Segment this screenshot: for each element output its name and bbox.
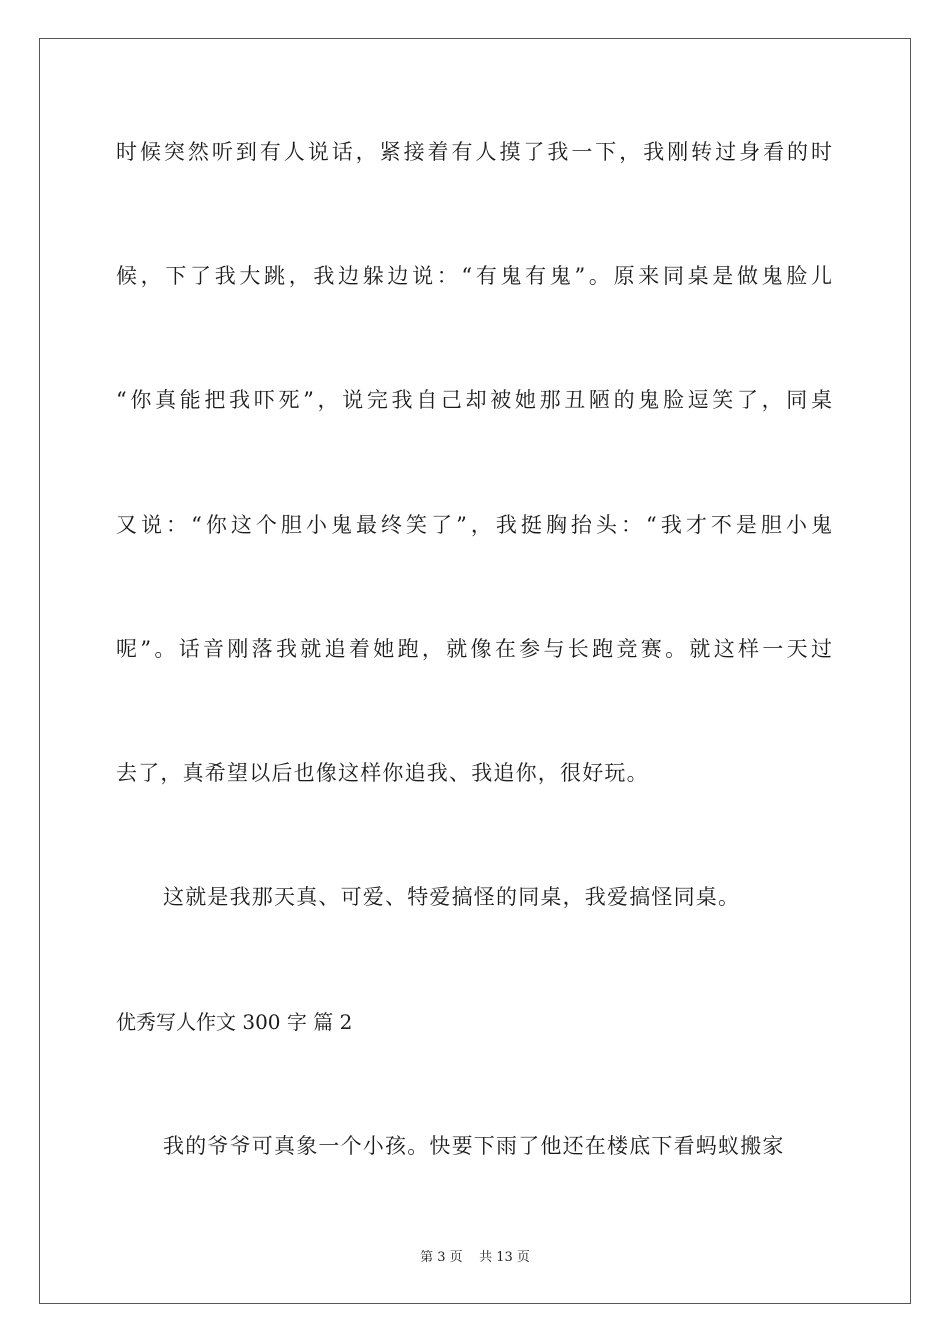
page-number-label: 第 3 页 共 13 页 [420,1250,530,1265]
text-line-3: “你真能把我吓死”，说完我自己却被她那丑陋的鬼脸逗笑了，同桌 [116,388,832,412]
text-line-4: 又说：“你这个胆小鬼最终笑了”，我挺胸抬头：“我才不是胆小鬼 [116,513,832,537]
section-heading: 优秀写人作文 300 字 篇 2 [116,1010,353,1034]
text-line-5: 呢”。话音刚落我就追着她跑，就像在参与长跑竞赛。就这样一天过 [116,637,832,661]
text-line-2: 候，下了我大跳，我边躲边说：“有鬼有鬼”。原来同桌是做鬼脸儿 [116,264,832,288]
page-border [39,38,911,1304]
text-line-6: 去了，真希望以后也像这样你追我、我追你，很好玩。 [116,761,649,785]
paragraph-conclusion: 这就是我那天真、可爱、特爱搞怪的同桌，我爱搞怪同桌。 [163,885,741,909]
paragraph-grandpa-first-line: 我的爷爷可真象一个小孩。快要下雨了他还在楼底下看蚂蚁搬家 [163,1134,785,1158]
text-line-1: 时候突然听到有人说话，紧接着有人摸了我一下，我刚转过身看的时 [116,140,832,164]
page-footer [0,1249,950,1267]
